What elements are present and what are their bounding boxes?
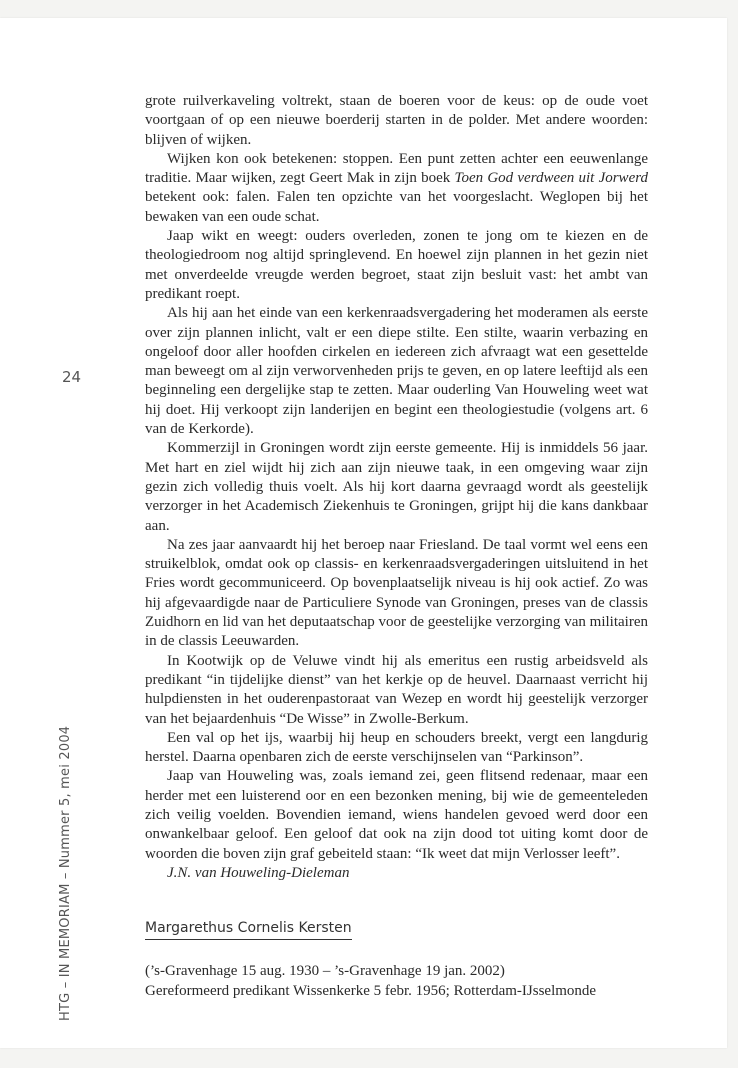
running-head: HTG – IN MEMORIAM – Nummer 5, mei 2004 bbox=[58, 725, 73, 1021]
paragraph: Jaap van Houweling was, zoals iemand zei, geen flitsend redenaar, maar een herder met een luisterend oor en een bezonken mening, bij wie de gemeenteleden zich veilig voelden. Bovendien iemand, wiens handelen gevoed werd door een onwankelbaar geloof. Een geloof dat ook na zijn dood tot uiting komt door de woorden die boven zijn graf gebeiteld staan: “Ik weet dat mijn Verlosser leeft”. bbox=[145, 768, 648, 862]
paragraph: Jaap wikt en weegt: ouders overleden, zonen te jong om te kiezen en de theologiedroom nog altijd springlevend. En hoewel zijn plannen in het gezin niet met onverdeelde vreugde werden begroet, staat zijn besluit vast: het ambt van predikant roept. bbox=[145, 228, 648, 302]
paragraph: In Kootwijk op de Veluwe vindt hij als emeritus een rustig arbeidsveld als predikant “in tijdelijke dienst” van het kerkje op de heuvel. Daarnaast verricht hij hulpdiensten in het ouderenpastoraat van Wezep en wordt hij geestelijk verzorger van het bejaardenhuis “De Wisse” in Zwolle-Berkum. bbox=[145, 652, 648, 727]
paragraph: Wijken kon ook betekenen: stoppen. Een punt zetten achter een eeuwenlange traditie. Maar wijken, zegt Geert Mak in zijn boek Toen God verdween uit Jorwerd betekent ook: falen. Falen ten opzichte van het voorgeslacht. Weglopen bij het bewaken van een oude schat. bbox=[145, 150, 649, 225]
bio-career: Gereformeerd predikant Wissenkerke 5 febr. 1956; Rotterdam-IJsselmonde bbox=[145, 982, 597, 999]
paragraph: Als hij aan het einde van een kerkenraadsvergadering het moderamen als eerste over zijn plannen inlicht, valt er een diepe stilte. Een stilte, waarin verbazing en ongeloof door aller hoofden cirkelen en iedereen zich afvraagt wat een gesettelde man beweegt om al zijn verworvenheden prijs te geven, en op latere leeftijd als een beginneling een dergelijke stap te zetten. Maar ouderling Van Houweling weet wat hij doet. Hij verkoopt zijn landerijen en begint een theologiestudie (volgens art. 6 van de Kerkorde). bbox=[145, 305, 648, 438]
page-number: 24 bbox=[62, 368, 82, 386]
section-title: Margarethus Cornelis Kersten bbox=[145, 919, 352, 940]
book-title: Toen God verdween uit Jorwerd bbox=[454, 170, 649, 187]
paragraph: Na zes jaar aanvaardt hij het beroep naar Friesland. De taal vormt wel eens een struikelblok, omdat ook op classis- en kerkenraadsvergaderingen uitsluitend in het Fries wordt gecommuniceerd. Op bovenplaatselijk niveau is hij ook actief. Zo was hij afgevaardigde naar de Particuliere Synode van Groningen, preses van de classis Zuidhorn en lid van het deputaatschap voor de geestelijke verzorging van militairen in de classis Leeuwarden. bbox=[145, 536, 648, 650]
paragraph: Kommerzijl in Groningen wordt zijn eerste gemeente. Hij is inmiddels 56 jaar. Met hart en ziel wijdt hij zich aan zijn nieuwe taak, in een omgeving waar zijn gezin zich volledig thuis voelt. Als hij kort daarna gevraagd wordt als geestelijk verzorger in het Academisch Ziekenhuis te Groningen, grijpt hij die kans dankbaar aan. bbox=[145, 440, 648, 534]
paragraph: grote ruilverkaveling voltrekt, staan de boeren voor de keus: op de oude voet voortgaan of op een nieuwe boerderij starten in de polder. Met andere woorden: blijven of wijken. bbox=[145, 93, 648, 148]
bio-dates: (’s-Gravenhage 15 aug. 1930 – ’s-Gravenhage 19 jan. 2002) bbox=[145, 963, 505, 980]
article-body bbox=[145, 92, 648, 1001]
page bbox=[0, 18, 727, 1048]
bio-block bbox=[145, 962, 648, 1001]
paragraph: Een val op het ijs, waarbij hij heup en schouders breekt, vergt een langdurig herstel. Daarna openbaren zich de eerste verschijnselen van “Parkinson”. bbox=[145, 729, 648, 766]
signature: J.N. van Houweling-Dieleman bbox=[167, 864, 350, 881]
